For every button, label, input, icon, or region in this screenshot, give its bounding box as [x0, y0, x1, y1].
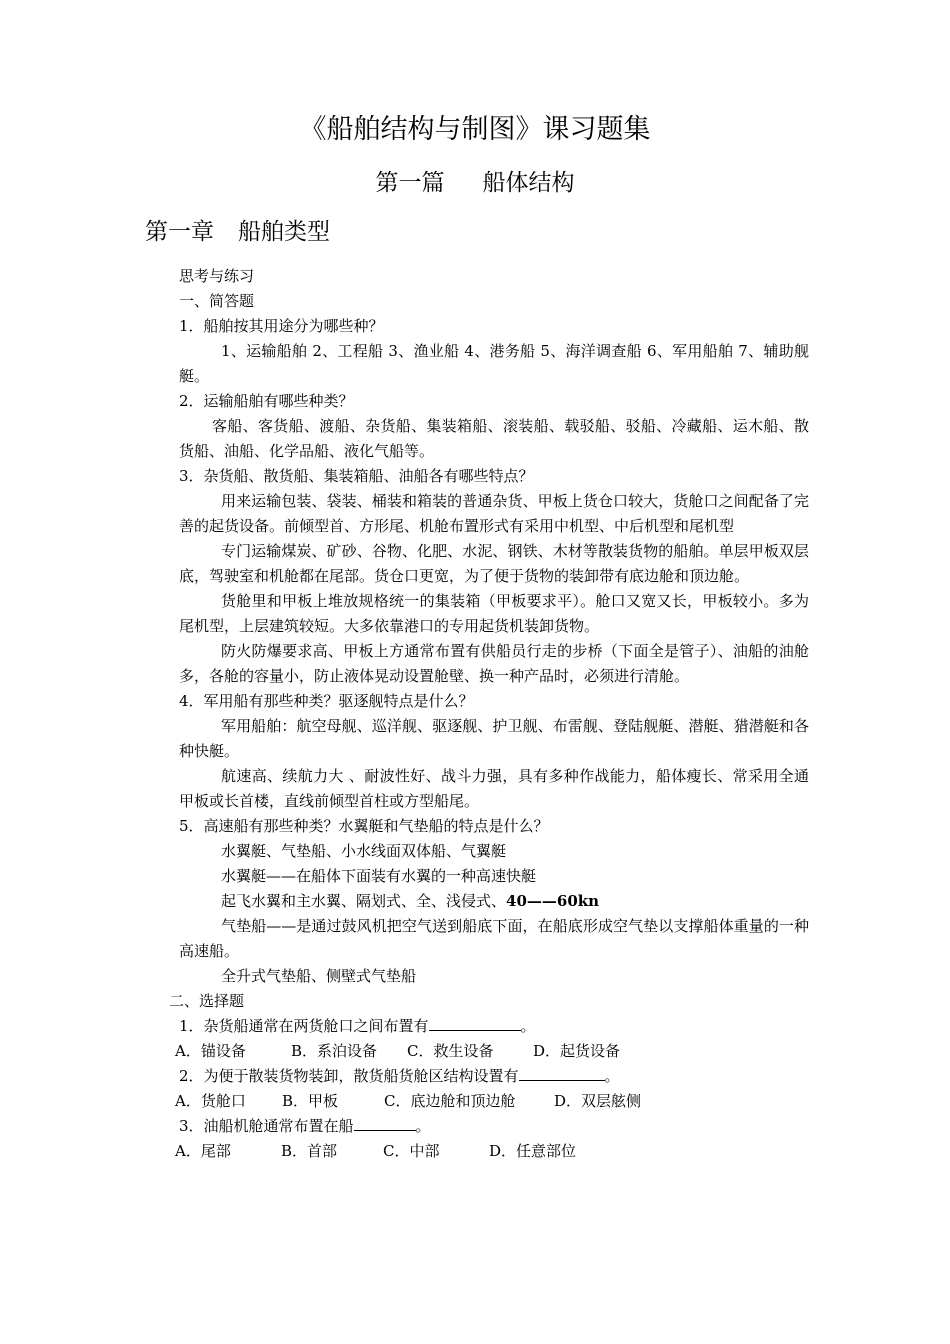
answer-3-container-ship: 货舱里和甲板上堆放规格统一的集装箱（甲板要求平）。舱口又宽又长，甲板较小。多为尾机型，上层建筑较短。大多依靠港口的专用起货机装卸货物。	[179, 592, 809, 635]
chapter-heading	[145, 214, 330, 250]
option-d: D．起货设备	[533, 1042, 621, 1060]
section-heading-short-answer: 一、简答题	[179, 292, 255, 310]
option-c: C．底边舱和顶边舱	[384, 1092, 516, 1110]
chapter-number: 第一章	[145, 219, 214, 245]
option-a: A．锚设备	[175, 1042, 246, 1060]
answer-3-bulk-carrier: 专门运输煤炭、矿砂、谷物、化肥、水泥、钢铁、木材等散装货物的船舶。单层甲板双层底，驾驶室和机舱都在尾部。货仓口更宽，为了便于货物的装卸带有底边舱和顶边舱。	[179, 542, 809, 585]
answer-5-hydrofoil: 水翼艇——在船体下面装有水翼的一种高速快艇	[221, 867, 537, 885]
part-number: 第一篇	[375, 170, 445, 196]
answer-blank	[429, 1014, 521, 1031]
section-label: 思考与练习	[179, 267, 255, 285]
speed-range: 40——60kn	[506, 892, 600, 910]
answer-1: 1、运输船舶 2、工程船 3、渔业船 4、港务船 5、海洋调查船 6、军用船舶 7、辅助舰艇。	[179, 342, 809, 385]
option-c: C．救生设备	[407, 1042, 494, 1060]
option-b: B．首部	[281, 1142, 338, 1160]
option-d: D．双层舷侧	[554, 1092, 642, 1110]
question-3: 3．杂货船、散货船、集装箱船、油船各有哪些特点？	[179, 467, 534, 485]
choice-question-2: 2．为便于散装货物装卸，散货船货舱区结构设置有 。	[179, 1064, 809, 1089]
answer-2: 客船、客货船、渡船、杂货船、集装箱船、滚装船、载驳船、驳船、冷藏船、运木船、散货船、油船、化学品船、液化气船等。	[179, 417, 809, 460]
question-1: 1．船舶按其用途分为哪些种？	[179, 317, 384, 335]
option-b: B．甲板	[282, 1092, 339, 1110]
section-heading-multiple-choice: 二、选择题	[169, 992, 245, 1010]
answer-3-oil-tanker: 防火防爆要求高、甲板上方通常布置有供船员行走的步桥（下面全是管子）、油船的油舱多，各舱的容量小，防止液体晃动设置舱壁、换一种产品时，必须进行清舱。	[179, 642, 809, 685]
option-d: D．任意部位	[489, 1142, 577, 1160]
document-title: 《船舶结构与制图》课习题集	[299, 114, 651, 145]
option-b: B．系泊设备	[291, 1042, 378, 1060]
choice-question-1: 1．杂货船通常在两货舱口之间布置有 。	[179, 1014, 809, 1039]
choice-options-1	[175, 1039, 809, 1064]
answer-blank	[354, 1114, 416, 1131]
choice-options-2	[175, 1089, 809, 1114]
answer-5-hovercraft-types: 全升式气垫船、侧壁式气垫船	[221, 967, 417, 985]
answer-4-types: 军用船舶：航空母舰、巡洋舰、驱逐舰、护卫舰、布雷舰、登陆舰艇、潜艇、猎潜艇和各种快艇。	[179, 717, 809, 760]
option-a: A．尾部	[175, 1142, 231, 1160]
option-a: A．货舱口	[175, 1092, 246, 1110]
answer-5-types: 水翼艇、气垫船、小水线面双体船、气翼艇	[221, 842, 507, 860]
part-name: 船体结构	[482, 170, 575, 196]
answer-blank	[519, 1064, 605, 1081]
question-2: 2．运输船舶有哪些种类？	[179, 392, 354, 410]
question-4: 4．军用船有那些种类？驱逐舰特点是什么？	[179, 692, 474, 710]
question-5: 5．高速船有那些种类？水翼艇和气垫船的特点是什么？	[179, 817, 549, 835]
option-c: C．中部	[383, 1142, 440, 1160]
answer-5-hydrofoil-detail: 起飞水翼和主水翼、隔划式、全、浅侵式、40——60kn	[221, 892, 600, 910]
choice-question-3: 3．油船机舱通常布置在船 。	[179, 1114, 809, 1139]
exercise-body	[169, 264, 809, 1164]
choice-options-3	[175, 1139, 809, 1164]
answer-4-destroyer: 航速高、续航力大 、耐波性好、战斗力强，具有多种作战能力，船体瘦长、常采用全通甲板或长首楼，直线前倾型首柱或方型船尾。	[179, 767, 809, 810]
answer-5-hovercraft: 气垫船——是通过鼓风机把空气送到船底下面，在船底形成空气垫以支撑船体重量的一种高速船。	[179, 917, 809, 960]
part-heading	[0, 166, 950, 200]
answer-3-general-cargo: 用来运输包装、袋装、桶装和箱装的普通杂货、甲板上货仓口较大，货舱口之间配备了完善的起货设备。前倾型首、方形尾、机舱布置形式有采用中机型、中后机型和尾机型	[179, 492, 809, 535]
chapter-name: 船舶类型	[238, 219, 330, 245]
